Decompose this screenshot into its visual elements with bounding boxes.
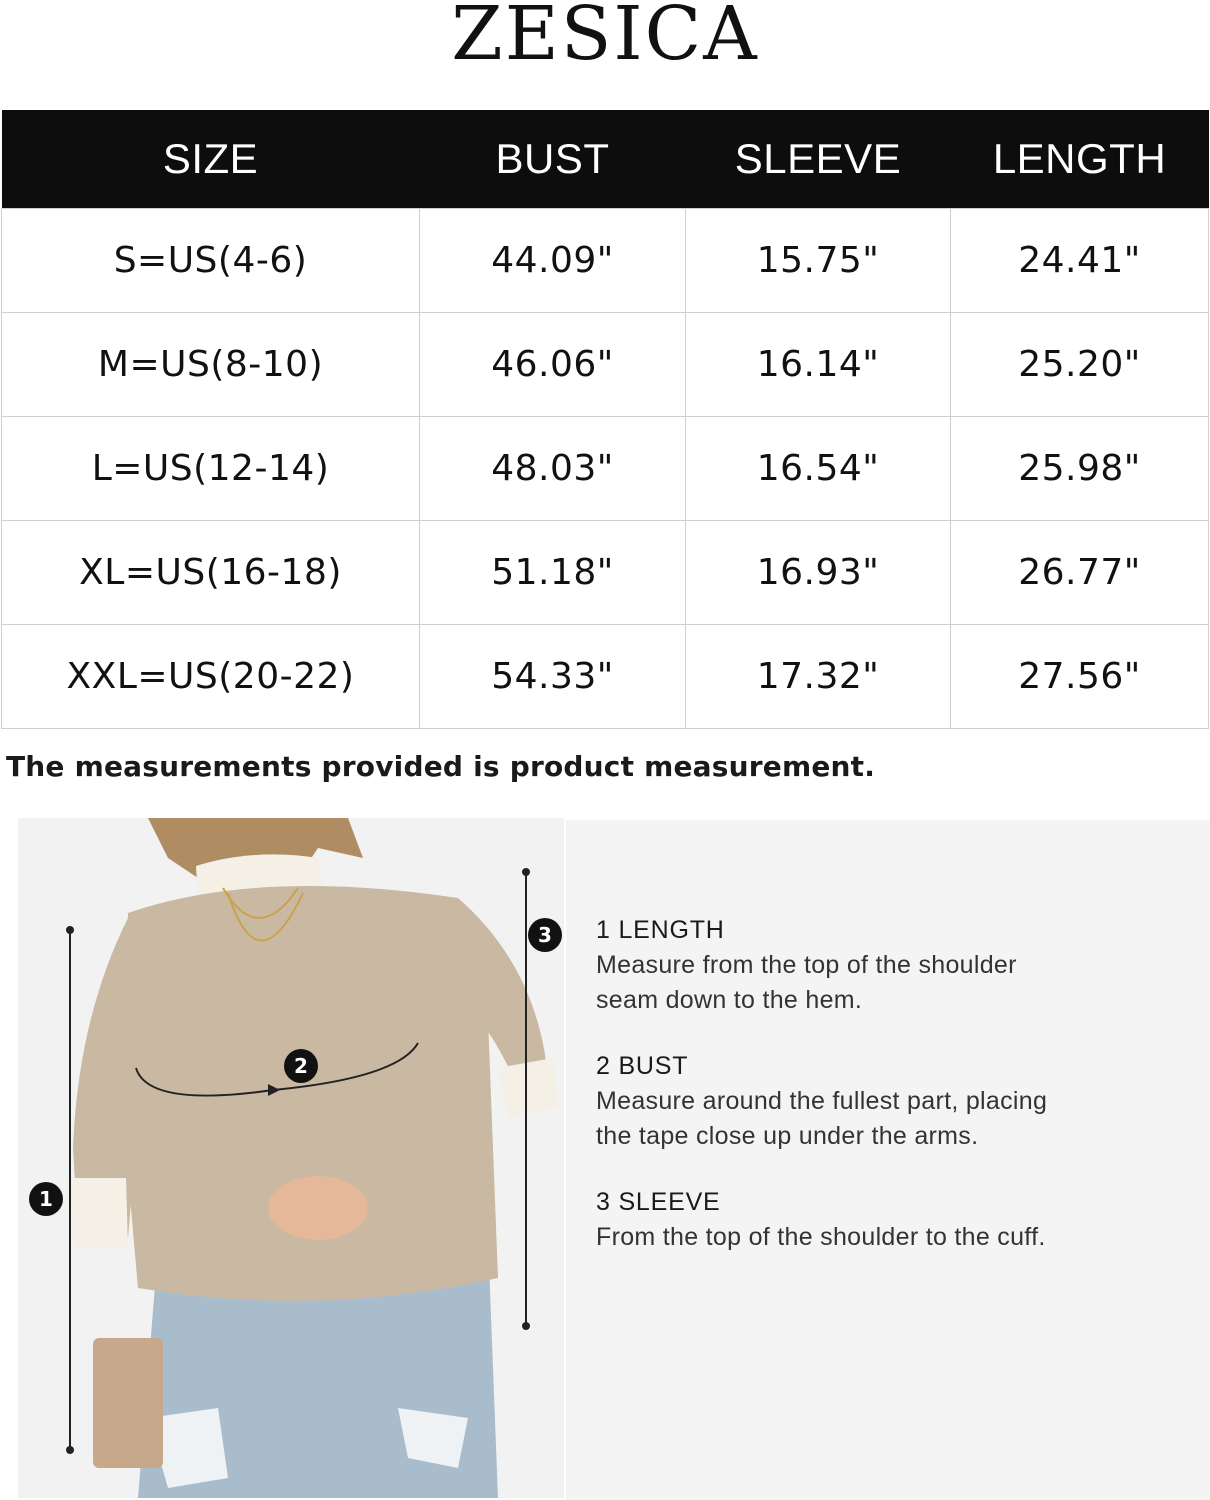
marker-2-badge: 2 — [284, 1049, 318, 1083]
guide-desc-line1: Measure around the fullest part, placing — [596, 1087, 1048, 1115]
cell-size: XXL=US(20-22) — [2, 625, 420, 729]
table-row — [2, 313, 1209, 417]
cell-size: L=US(12-14) — [2, 417, 420, 521]
right-cuff — [498, 1058, 558, 1118]
cell-bust: 51.18" — [420, 521, 686, 625]
guide-desc-line1: Measure from the top of the shoulder — [596, 951, 1017, 979]
measurement-guide-panel — [566, 820, 1210, 1500]
guide-title: 2 BUST — [596, 1052, 689, 1080]
guide-desc-line2: seam down to the hem. — [596, 986, 863, 1014]
guide-sleeve — [596, 1184, 1046, 1255]
cell-size: S=US(4-6) — [2, 209, 420, 313]
guide-desc-line2: the tape close up under the arms. — [596, 1122, 979, 1150]
cell-size: M=US(8-10) — [2, 313, 420, 417]
left-cuff — [70, 1178, 128, 1248]
sleeve-line-end — [522, 868, 530, 876]
header-bust: BUST — [420, 110, 686, 209]
table-header-row — [2, 110, 1209, 209]
cell-bust: 48.03" — [420, 417, 686, 521]
table-row — [2, 209, 1209, 313]
cell-bust: 54.33" — [420, 625, 686, 729]
guide-desc-line1: From the top of the shoulder to the cuff. — [596, 1223, 1046, 1251]
brand-logo: ZESICA — [451, 0, 759, 77]
cell-sleeve: 17.32" — [686, 625, 951, 729]
cell-length: 27.56" — [951, 625, 1209, 729]
cell-bust: 46.06" — [420, 313, 686, 417]
guide-length — [596, 912, 1017, 1018]
table-row — [2, 521, 1209, 625]
cell-sleeve: 16.93" — [686, 521, 951, 625]
cell-size: XL=US(16-18) — [2, 521, 420, 625]
table-row — [2, 625, 1209, 729]
marker-1-badge: 1 — [29, 1182, 63, 1216]
cell-length: 26.77" — [951, 521, 1209, 625]
cell-length: 25.98" — [951, 417, 1209, 521]
header-length: LENGTH — [951, 110, 1209, 209]
cell-sleeve: 16.14" — [686, 313, 951, 417]
cell-length: 24.41" — [951, 209, 1209, 313]
measurement-note: The measurements provided is product measurement. — [6, 750, 876, 783]
clutch-bag — [93, 1338, 163, 1468]
hand-shape — [268, 1176, 368, 1240]
cell-bust: 44.09" — [420, 209, 686, 313]
guide-bust — [596, 1048, 1047, 1154]
marker-3-badge: 3 — [528, 918, 562, 952]
table-row — [2, 417, 1209, 521]
model-photo — [18, 818, 564, 1498]
cell-sleeve: 16.54" — [686, 417, 951, 521]
sleeve-line-end — [522, 1322, 530, 1330]
guide-title: 3 SLEEVE — [596, 1188, 721, 1216]
length-line-end — [66, 1446, 74, 1454]
cell-sleeve: 15.75" — [686, 209, 951, 313]
header-size: SIZE — [2, 110, 420, 209]
sweater-illustration — [18, 818, 564, 1498]
header-sleeve: SLEEVE — [686, 110, 951, 209]
size-chart-table — [1, 110, 1209, 729]
length-line-end — [66, 926, 74, 934]
guide-title: 1 LENGTH — [596, 916, 725, 944]
cell-length: 25.20" — [951, 313, 1209, 417]
